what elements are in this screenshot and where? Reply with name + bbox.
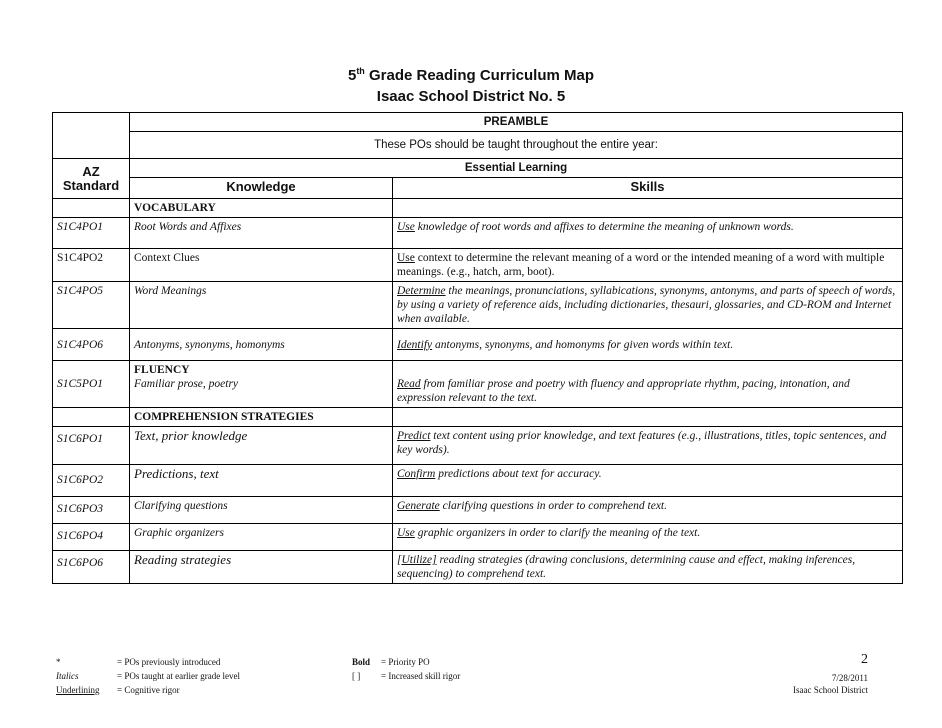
table-row — [53, 524, 903, 551]
curriculum-table — [52, 112, 903, 584]
knowledge-cell: Reading strategies — [130, 551, 393, 584]
skill-text: reading strategies (drawing conclusions, determining cause and effect, making inferences, sequencing) to comprehend text. — [397, 554, 856, 580]
table-row — [53, 465, 903, 497]
skill-text: antonyms, synonyms, and homonyms for given words within text. — [432, 338, 734, 351]
knowledge-cell: Clarifying questions — [130, 497, 393, 524]
skill-verb: Confirm — [397, 468, 436, 480]
knowledge-cell: Text, prior knowledge — [130, 427, 393, 465]
skill-cell — [393, 524, 903, 551]
skill-text: clarifying questions in order to comprehend text. — [439, 500, 667, 512]
legend-value-brackets: = Increased skill rigor — [381, 671, 461, 681]
column-header-row — [53, 178, 903, 199]
page-number: 2 — [861, 652, 868, 667]
legend-key-brackets: [ ] — [352, 671, 361, 681]
skill-cell — [393, 497, 903, 524]
skill-verb: [Utilize] — [397, 554, 437, 566]
az-standard-header: AZ Standard — [53, 159, 130, 199]
skill-verb: Use — [397, 221, 415, 233]
fluency-row — [53, 361, 903, 408]
knowledge-text: Familiar prose, poetry — [134, 378, 239, 390]
knowledge-cell: Antonyms, synonyms, homonyms — [130, 329, 393, 361]
knowledge-header: Knowledge — [130, 178, 393, 199]
skill-cell — [393, 551, 903, 584]
skill-text: knowledge of root words and affixes to determine the meaning of unknown words. — [414, 221, 794, 233]
table-row — [53, 249, 903, 282]
skill-verb: Read — [397, 378, 421, 390]
skill-cell — [393, 361, 903, 408]
skill-cell — [393, 427, 903, 465]
knowledge-cell: Root Words and Affixes — [130, 218, 393, 249]
essential-learning-header: Essential Learning — [130, 159, 903, 178]
footer-date: 7/28/2011 — [831, 673, 868, 683]
knowledge-cell: Word Meanings — [130, 282, 393, 329]
standard-code: S1C6PO1 — [53, 427, 130, 465]
standard-code: S1C6PO4 — [53, 524, 130, 551]
legend-key-italics: Italics — [56, 671, 79, 681]
table-row — [53, 329, 903, 361]
skill-cell — [393, 329, 903, 361]
grade-number: 5 — [347, 67, 357, 84]
district-title: Isaac School District No. 5 — [376, 88, 566, 105]
skill-cell — [393, 218, 903, 249]
skill-verb: Use — [397, 527, 415, 539]
skill-text: text content using prior knowledge, and text features (e.g., illustrations, titles, topic sentences, and key words). — [397, 430, 887, 456]
knowledge-cell — [130, 361, 393, 408]
section-comprehension: COMPREHENSION STRATEGIES — [130, 408, 393, 427]
skill-verb: Identify — [397, 338, 433, 351]
section-fluency: FLUENCY — [134, 364, 190, 376]
skill-text: graphic organizers in order to clarify the meaning of the text. — [414, 527, 701, 539]
skill-verb: Generate — [397, 500, 440, 512]
skill-verb: Determine — [397, 285, 446, 297]
section-row-vocabulary — [53, 199, 903, 218]
table-row — [53, 551, 903, 584]
skill-text: from familiar prose and poetry with fluency and appropriate rhythm, pacing, intonation, and expression relevant to the text. — [397, 378, 850, 404]
skills-header: Skills — [393, 178, 903, 199]
legend-value-underlining: = Cognitive rigor — [117, 685, 180, 695]
skill-text: the meanings, pronunciations, syllabications, synonyms, antonyms, and parts of speech of words, by using a variety of reference aids, including dictionaries, thesauri, glossaries, and CD-ROM and Internet when available. — [397, 285, 896, 325]
preamble-heading: PREAMBLE — [130, 113, 903, 132]
document-title — [0, 66, 942, 84]
table-row — [53, 218, 903, 249]
standard-code: S1C6PO3 — [53, 497, 130, 524]
knowledge-cell: Graphic organizers — [130, 524, 393, 551]
grade-superscript: th — [356, 66, 365, 76]
standard-code: S1C4PO1 — [53, 218, 130, 249]
table-row — [53, 282, 903, 329]
skill-cell — [393, 249, 903, 282]
legend-value-asterisk: = POs previously introduced — [117, 657, 221, 667]
standard-code: S1C5PO1 — [53, 361, 130, 408]
skill-text: context to determine the relevant meaning of a word or the intended meaning of a word with multiple meanings. (e.g., hatch, arm, boot). — [397, 252, 885, 278]
standard-code: S1C4PO5 — [53, 282, 130, 329]
table-row — [53, 427, 903, 465]
section-row-comprehension — [53, 408, 903, 427]
essential-learning-row — [53, 159, 903, 178]
skill-cell — [393, 282, 903, 329]
skill-verb: Use — [397, 252, 415, 264]
section-vocabulary: VOCABULARY — [130, 199, 393, 218]
knowledge-cell: Context Clues — [130, 249, 393, 282]
legend-key-underlining: Underlining — [56, 685, 100, 695]
skill-verb: Predict — [397, 430, 431, 442]
legend-value-bold: = Priority PO — [381, 657, 430, 667]
preamble-row — [53, 113, 903, 132]
standard-code: S1C6PO2 — [53, 465, 130, 497]
legend-key-bold: Bold — [352, 657, 371, 667]
legend-value-italics: = POs taught at earlier grade level — [117, 671, 241, 681]
standard-code: S1C4PO6 — [53, 329, 130, 361]
skill-cell — [393, 465, 903, 497]
skill-text: predictions about text for accuracy. — [435, 468, 602, 480]
knowledge-cell: Predictions, text — [130, 465, 393, 497]
title-rest: Grade Reading Curriculum Map — [364, 67, 595, 84]
legend-key-asterisk: * — [56, 657, 61, 667]
standard-code: S1C6PO6 — [53, 551, 130, 584]
footer-organization: Isaac School District — [793, 685, 868, 695]
table-row — [53, 497, 903, 524]
standard-code: S1C4PO2 — [53, 249, 130, 282]
preamble-note-row — [53, 132, 903, 159]
preamble-note: These POs should be taught throughout the entire year: — [130, 132, 903, 159]
